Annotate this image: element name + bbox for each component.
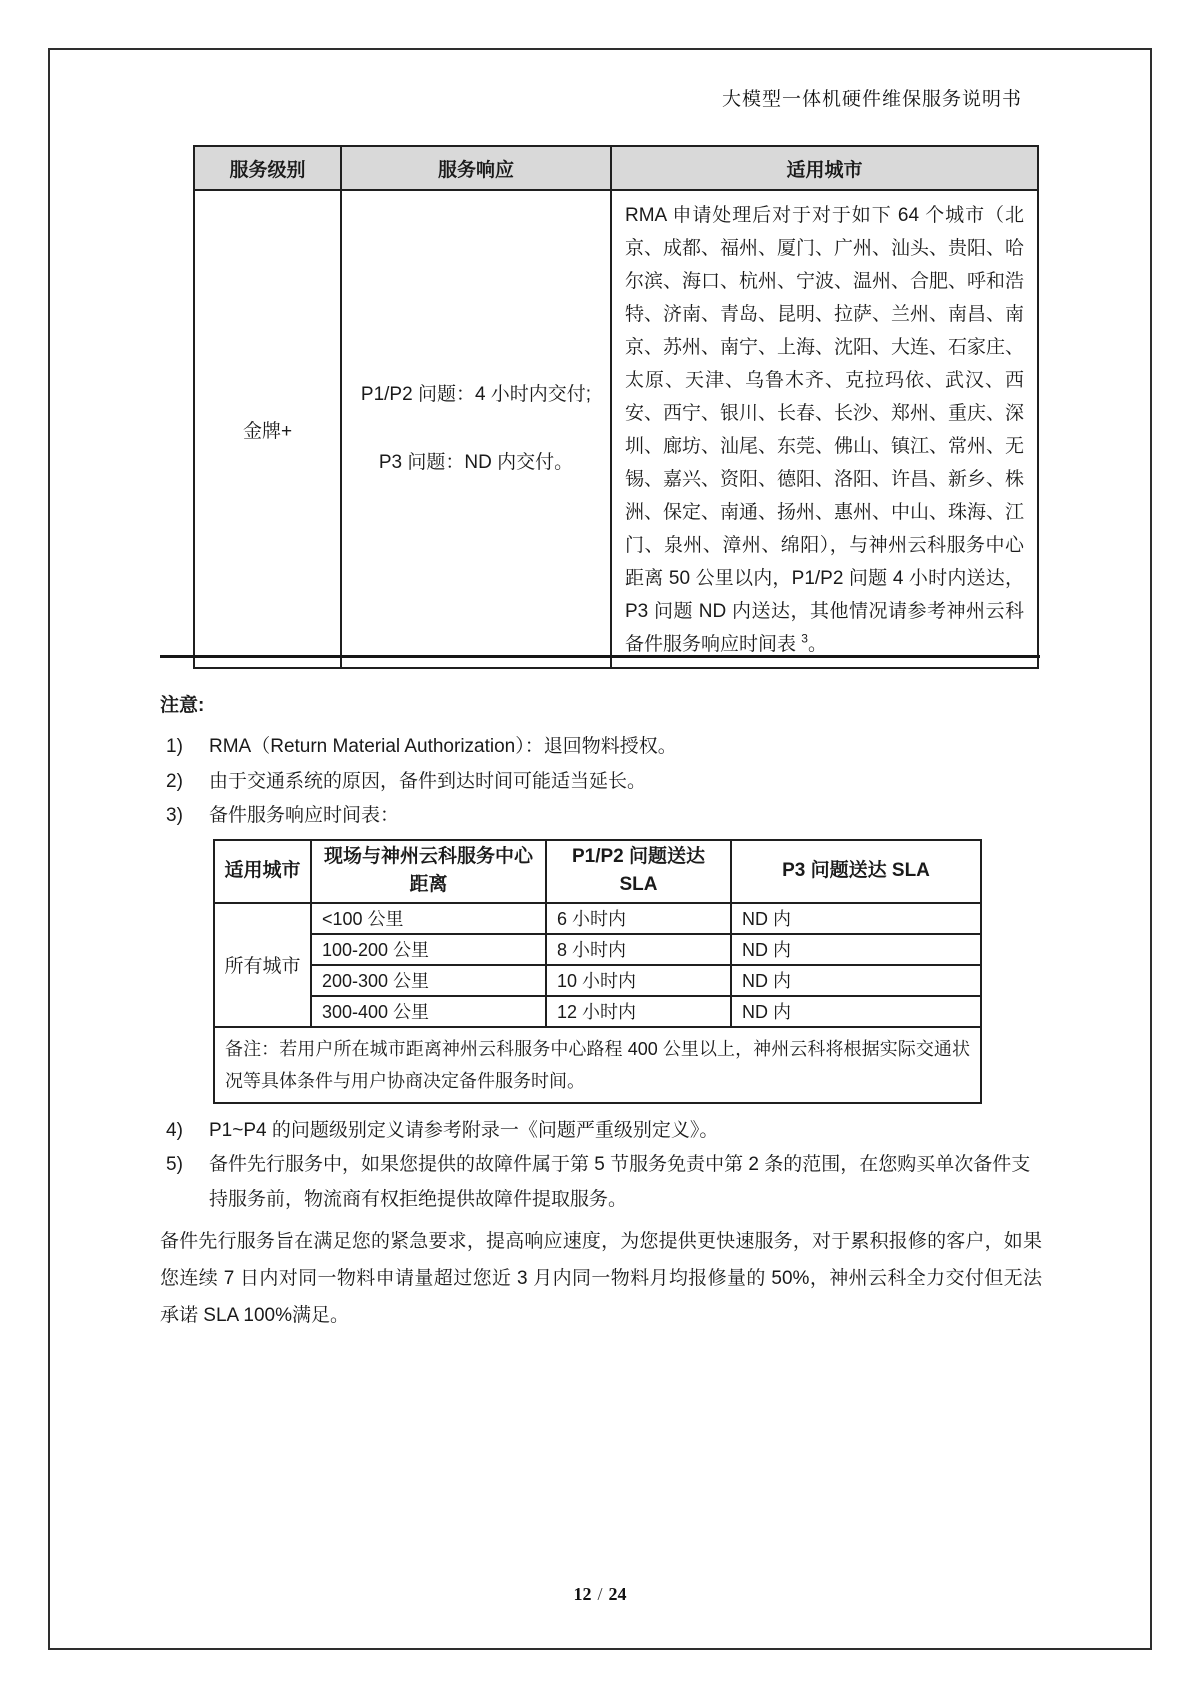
service-table-header-response: 服务响应	[341, 146, 611, 190]
document-header-title: 大模型一体机硬件维保服务说明书	[721, 89, 1022, 110]
sla-distance: 200-300 公里	[311, 965, 546, 996]
sla-p3-value: ND 内	[731, 903, 981, 934]
service-level-value: 金牌+	[194, 190, 341, 668]
sla-distance: 100-200 公里	[311, 934, 546, 965]
section-divider-rule	[160, 655, 1040, 658]
note-item-number: 5)	[166, 1154, 183, 1175]
sla-p1p2-value: 10 小时内	[546, 965, 731, 996]
sla-p3-value: ND 内	[731, 965, 981, 996]
spare-parts-sla-table	[213, 839, 982, 1104]
sla-table-note-row	[214, 1027, 981, 1103]
sla-distance: 300-400 公里	[311, 996, 546, 1027]
note-item-2	[160, 765, 1042, 800]
notes-section	[160, 689, 1042, 1334]
sla-p1p2-value: 6 小时内	[546, 903, 731, 934]
sla-p1p2-value: 12 小时内	[546, 996, 731, 1027]
sla-header-city: 适用城市	[214, 840, 311, 903]
note-item-text: 由于交通系统的原因，备件到达时间可能适当延长。	[209, 770, 647, 792]
sla-p3-value: ND 内	[731, 996, 981, 1027]
sla-table-row	[214, 934, 981, 965]
sla-header-p3: P3 问题送达 SLA	[731, 840, 981, 903]
footnote-reference: 3	[801, 631, 808, 646]
notes-title: 注意:	[160, 695, 205, 716]
service-table-header-cities: 适用城市	[611, 146, 1038, 190]
sla-header-p1p2: P1/P2 问题送达 SLA	[546, 840, 731, 903]
sla-table-note: 备注：若用户所在城市距离神州云科服务中心路程 400 公里以上，神州云科将根据实际交通状况等具体条件与用户协商决定备件服务时间。	[214, 1027, 981, 1103]
sla-table-row	[214, 903, 981, 934]
note-item-4	[160, 1114, 1042, 1149]
note-item-text: 备件服务响应时间表：	[209, 805, 400, 826]
note-item-number: 1)	[166, 736, 183, 757]
cities-text-end: 。	[807, 634, 827, 655]
page-footer	[0, 1584, 1200, 1605]
note-item-3	[160, 799, 1042, 834]
sla-header-distance: 现场与神州云科服务中心距离	[311, 840, 546, 903]
note-item-5	[160, 1148, 1042, 1217]
page-number-separator: /	[597, 1584, 603, 1604]
applicable-cities-cell	[611, 190, 1038, 668]
note-item-number: 2)	[166, 770, 183, 792]
response-line-2: P3 问题：ND 内交付。	[378, 452, 574, 473]
page-number-total: 24	[608, 1584, 627, 1604]
sla-distance: <100 公里	[311, 903, 546, 934]
closing-paragraph: 备件先行服务旨在满足您的紧急要求，提高响应速度，为您提供更快速服务，对于累积报修的客户，如果您连续 7 日内对同一物料申请量超过您近 3 月内同一物料月均报修量的 50%，神州云科全力交付但无法承诺 SLA 100%满足。	[160, 1231, 1042, 1326]
sla-table-row	[214, 996, 981, 1027]
service-table-header-row	[194, 146, 1038, 190]
note-item-number: 3)	[166, 805, 183, 826]
sla-table-row	[214, 965, 981, 996]
service-table-header-level: 服务级别	[194, 146, 341, 190]
note-item-text: 备件先行服务中，如果您提供的故障件属于第 5 节服务免责中第 2 条的范围，在您购买单次备件支持服务前，物流商有权拒绝提供故障件提取服务。	[209, 1154, 1031, 1210]
note-item-1	[160, 730, 1042, 765]
cities-text: RMA 申请处理后对于对于如下 64 个城市（北京、成都、福州、厦门、广州、汕头、贵阳、哈尔滨、海口、杭州、宁波、温州、合肥、呼和浩特、济南、青岛、昆明、拉萨、兰州、南昌、南京、苏州、南宁、上海、沈阳、大连、石家庄、太原、天津、乌鲁木齐、克拉玛依、武汉、西安、西宁、银川、长春、长沙、郑州、重庆、深圳、廊坊、汕尾、东莞、佛山、镇江、常州、无锡、嘉兴、资阳、德阳、洛阳、许昌、新乡、株洲、保定、南通、扬州、惠州、中山、珠海、江门、泉州、漳州、绵阳），与神州云科服务中心距离 50 公里以内，P1/P2 问题 4 小时内送达，P3 问题 ND 内送达，其他情况请参考神州云科备件服务响应时间表	[625, 205, 1025, 655]
service-table-row	[194, 190, 1038, 668]
page-number-current: 12	[573, 1584, 592, 1604]
sla-p1p2-value: 8 小时内	[546, 934, 731, 965]
response-line-1: P1/P2 问题：4 小时内交付;	[360, 384, 592, 405]
sla-city-group: 所有城市	[214, 903, 311, 1027]
note-item-number: 4)	[166, 1119, 183, 1141]
sla-table-header-row	[214, 840, 981, 903]
note-item-text: P1~P4 的问题级别定义请参考附录一《问题严重级别定义》。	[209, 1119, 719, 1141]
sla-p3-value: ND 内	[731, 934, 981, 965]
note-item-text: RMA（Return Material Authorization）：退回物料授权。	[209, 736, 677, 757]
service-level-table	[193, 145, 1039, 669]
service-response-cell	[341, 190, 611, 668]
